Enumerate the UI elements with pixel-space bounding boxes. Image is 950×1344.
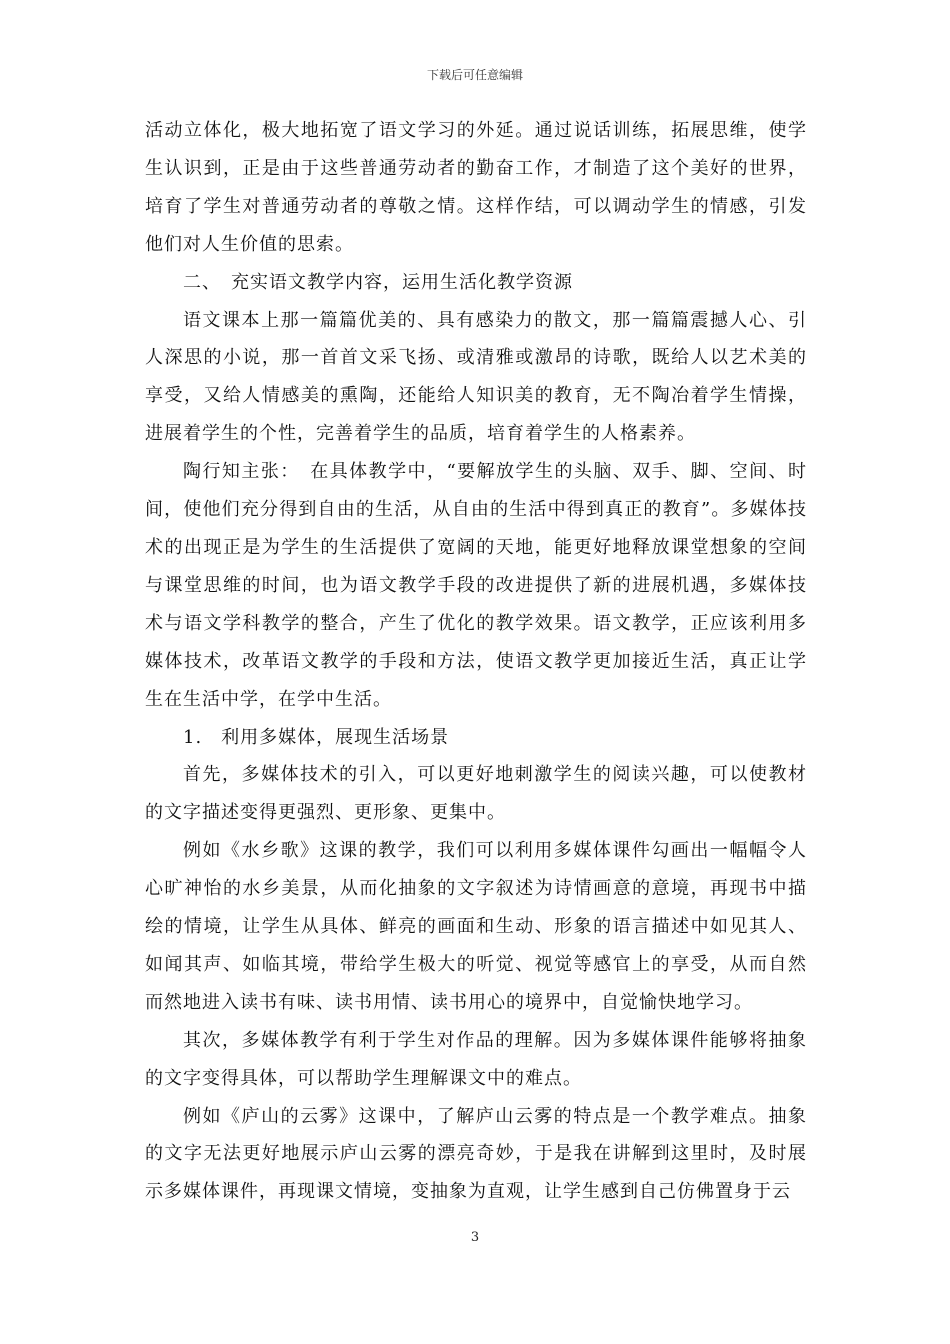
page-header: 下载后可任意编辑 xyxy=(426,68,523,82)
paragraph-continuation: 活动立体化，极大地拓宽了语文学习的外延。通过说话训练，拓展思维，使学生认识到，正是由于这些普通劳动者的勤奋工作，才制造了这个美好的世界，培育了学生对普通劳动者的尊敬之情。这样作结，可以调动学生的情感，引发他们对人生价值的思索。 xyxy=(145,120,807,255)
paragraph: 例如《庐山的云雾》这课中，了解庐山云雾的特点是一个教学难点。抽象的文字无法更好地展示庐山云雾的漂亮奇妙，于是我在讲解到这里时，及时展示多媒体课件，再现课文情境，变抽象为直观，让学生感到自己仿佛置身于云 xyxy=(145,1105,807,1203)
page-number: 3 xyxy=(470,1230,480,1245)
subsection-heading: 1. 利用多媒体，展现生活场景 xyxy=(183,726,450,748)
paragraph: 陶行知主张： 在具体教学中，“要解放学生的头脑、双手、脚、空间、时间，使他们充分得到自由的生活，从自由的生活中得到真正的教育”。多媒体技术的出现正是为学生的生活提供了宽阔的天地，能更好地释放课堂想象的空间与课堂思维的时间，也为语文教学手段的改进提供了新的进展机遇，多媒体技术与语文学科教学的整合，产生了优化的教学效果。语文教学，正应该利用多媒体技术，改革语文教学的手段和方法，使语文教学更加接近生活，真正让学生在生活中学，在学中生活。 xyxy=(145,461,807,710)
paragraph: 语文课本上那一篇篇优美的、具有感染力的散文，那一篇篇震撼人心、引人深思的小说，那一首首文采飞扬、或清雅或激昂的诗歌，既给人以艺术美的享受，又给人情感美的熏陶，还能给人知识美的教育，无不陶冶着学生情操，进展着学生的个性，完善着学生的品质，培育着学生的人格素养。 xyxy=(145,309,807,445)
paragraph: 其次，多媒体教学有利于学生对作品的理解。因为多媒体课件能够将抽象的文字变得具体，可以帮助学生理解课文中的难点。 xyxy=(145,1029,807,1089)
section-heading: 二、 充实语文教学内容，运用生活化教学资源 xyxy=(183,271,573,293)
paragraph: 例如《水乡歌》这课的教学，我们可以利用多媒体课件勾画出一幅幅令人心旷神怡的水乡美景，从而化抽象的文字叙述为诗情画意的意境，再现书中描绘的情境，让学生从具体、鲜亮的画面和生动、形象的语言描述中如见其人、如闻其声、如临其境，带给学生极大的听觉、视觉等感官上的享受，从而自然而然地进入读书有味、读书用情、读书用心的境界中，自觉愉快地学习。 xyxy=(145,840,807,1013)
paragraph: 首先，多媒体技术的引入，可以更好地刺激学生的阅读兴趣，可以使教材的文字描述变得更强烈、更形象、更集中。 xyxy=(145,764,807,824)
document-body xyxy=(145,112,807,1211)
